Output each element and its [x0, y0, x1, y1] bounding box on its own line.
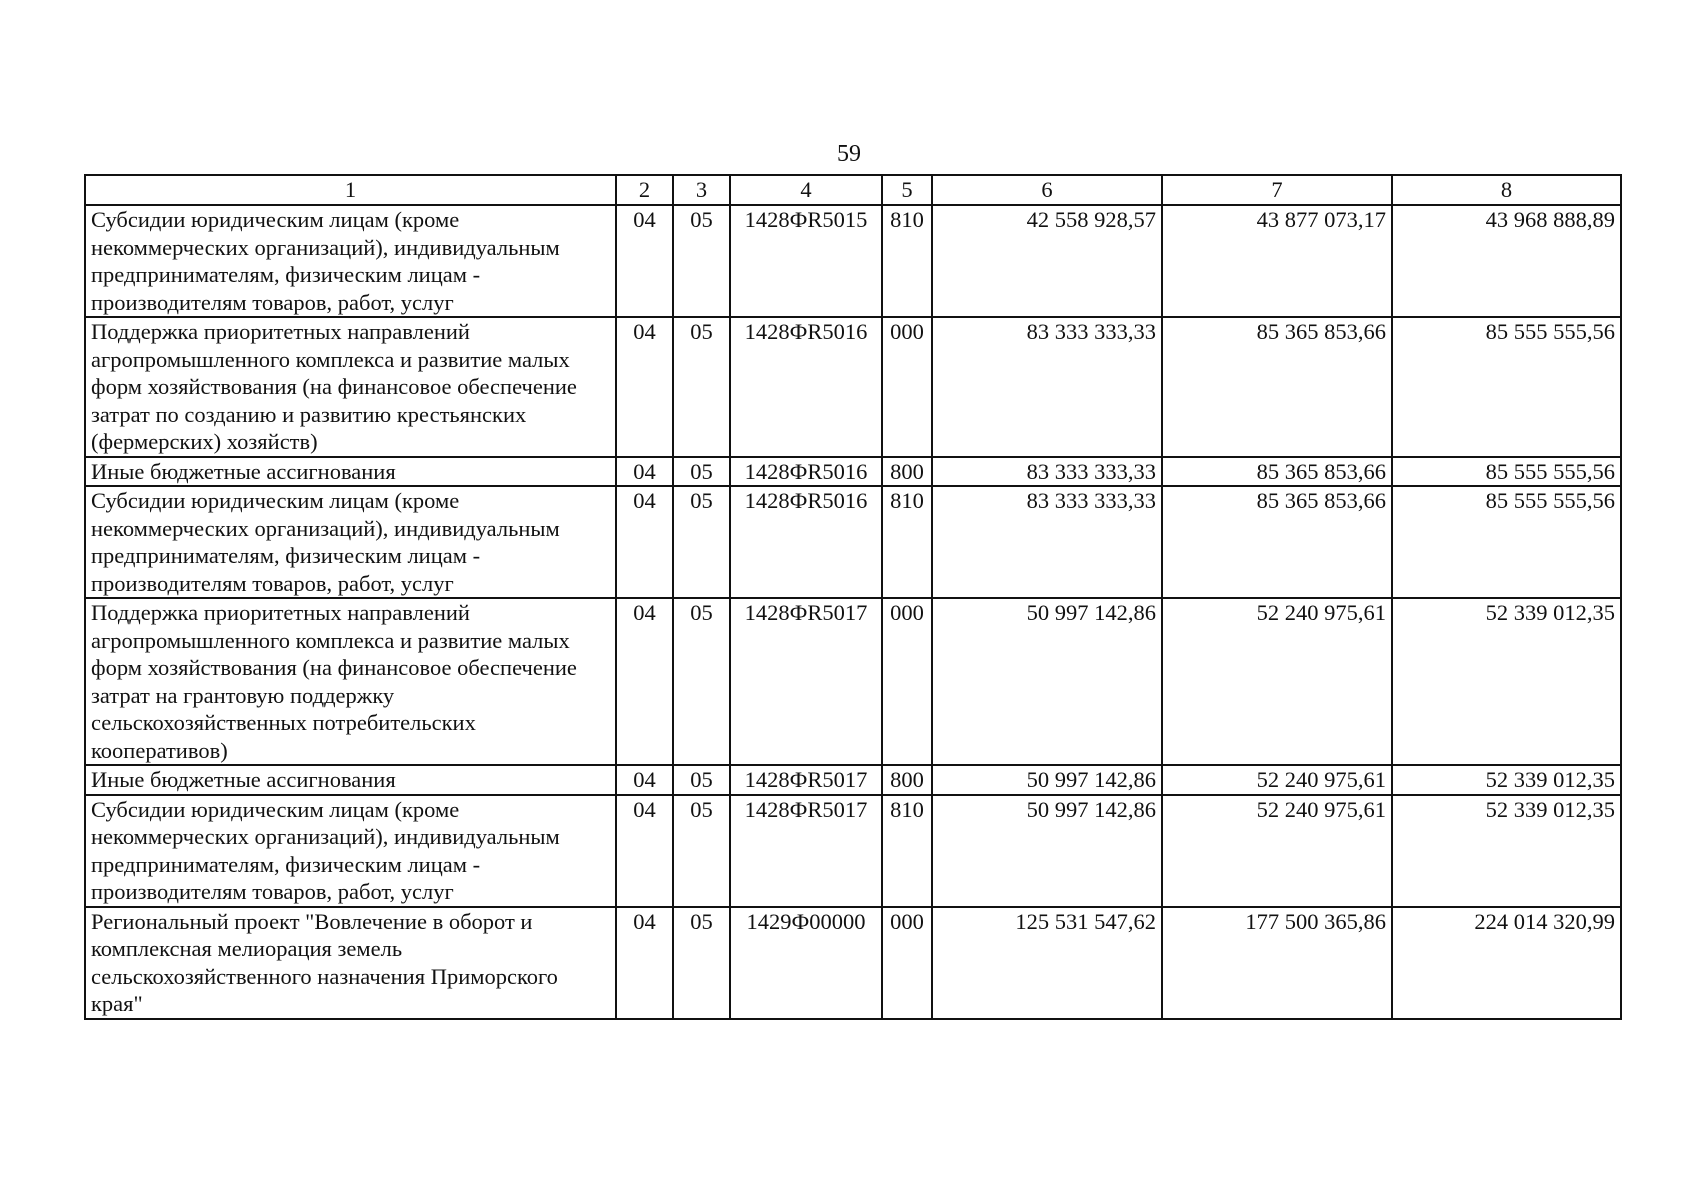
- column-header: 3: [673, 175, 730, 205]
- target-article-code: 1428ФR5017: [730, 765, 882, 795]
- subsection-code: 05: [673, 765, 730, 795]
- expense-type-code: 800: [882, 457, 932, 487]
- target-article-code: 1428ФR5016: [730, 486, 882, 598]
- section-code: 04: [616, 205, 673, 317]
- target-article-code: 1428ФR5016: [730, 457, 882, 487]
- amount-col-8: 224 014 320,99: [1392, 907, 1621, 1019]
- section-code: 04: [616, 598, 673, 765]
- amount-col-8: 52 339 012,35: [1392, 795, 1621, 907]
- row-name: Субсидии юридическим лицам (кроме некоммерческих организаций), индивидуальным предпринимателям, физическим лицам - производителям товаров, работ, услуг: [85, 795, 616, 907]
- target-article-code: 1428ФR5016: [730, 317, 882, 457]
- column-header: 4: [730, 175, 882, 205]
- amount-col-7: 43 877 073,17: [1162, 205, 1392, 317]
- column-header: 5: [882, 175, 932, 205]
- subsection-code: 05: [673, 598, 730, 765]
- column-header: 8: [1392, 175, 1621, 205]
- expense-type-code: 800: [882, 765, 932, 795]
- subsection-code: 05: [673, 907, 730, 1019]
- amount-col-6: 42 558 928,57: [932, 205, 1162, 317]
- amount-col-6: 50 997 142,86: [932, 598, 1162, 765]
- subsection-code: 05: [673, 457, 730, 487]
- row-name: Субсидии юридическим лицам (кроме некоммерческих организаций), индивидуальным предпринимателям, физическим лицам - производителям товаров, работ, услуг: [85, 205, 616, 317]
- expense-type-code: 000: [882, 907, 932, 1019]
- target-article-code: 1428ФR5015: [730, 205, 882, 317]
- target-article-code: 1428ФR5017: [730, 598, 882, 765]
- target-article-code: 1428ФR5017: [730, 795, 882, 907]
- section-code: 04: [616, 907, 673, 1019]
- table-row: [85, 598, 1621, 765]
- expense-type-code: 810: [882, 795, 932, 907]
- amount-col-6: 50 997 142,86: [932, 795, 1162, 907]
- section-code: 04: [616, 457, 673, 487]
- amount-col-7: 85 365 853,66: [1162, 317, 1392, 457]
- row-name: Иные бюджетные ассигнования: [85, 765, 616, 795]
- section-code: 04: [616, 486, 673, 598]
- section-code: 04: [616, 795, 673, 907]
- subsection-code: 05: [673, 486, 730, 598]
- amount-col-8: 85 555 555,56: [1392, 317, 1621, 457]
- row-name: Поддержка приоритетных направлений агропромышленного комплекса и развитие малых форм хозяйствования (на финансовое обеспечение затрат по созданию и развитию крестьянских (фермерских) хозяйств): [85, 317, 616, 457]
- column-header: 1: [85, 175, 616, 205]
- table-row: [85, 907, 1621, 1019]
- column-header: 6: [932, 175, 1162, 205]
- table-row: [85, 486, 1621, 598]
- amount-col-6: 83 333 333,33: [932, 457, 1162, 487]
- row-name: Региональный проект "Вовлечение в оборот и комплексная мелиорация земель сельскохозяйственного назначения Приморского края": [85, 907, 616, 1019]
- expense-type-code: 810: [882, 486, 932, 598]
- section-code: 04: [616, 317, 673, 457]
- column-header: 7: [1162, 175, 1392, 205]
- page-number: 59: [837, 141, 861, 167]
- amount-col-7: 52 240 975,61: [1162, 795, 1392, 907]
- subsection-code: 05: [673, 205, 730, 317]
- section-code: 04: [616, 765, 673, 795]
- target-article-code: 1429Ф00000: [730, 907, 882, 1019]
- column-header: 2: [616, 175, 673, 205]
- amount-col-6: 50 997 142,86: [932, 765, 1162, 795]
- table-row: [85, 205, 1621, 317]
- amount-col-7: 52 240 975,61: [1162, 765, 1392, 795]
- table-row: [85, 457, 1621, 487]
- header-row: [85, 175, 1621, 205]
- budget-table: [84, 174, 1622, 1020]
- amount-col-6: 125 531 547,62: [932, 907, 1162, 1019]
- amount-col-7: 85 365 853,66: [1162, 457, 1392, 487]
- expense-type-code: 810: [882, 205, 932, 317]
- amount-col-6: 83 333 333,33: [932, 486, 1162, 598]
- row-name: Иные бюджетные ассигнования: [85, 457, 616, 487]
- subsection-code: 05: [673, 795, 730, 907]
- expense-type-code: 000: [882, 317, 932, 457]
- amount-col-6: 83 333 333,33: [932, 317, 1162, 457]
- expense-type-code: 000: [882, 598, 932, 765]
- amount-col-8: 43 968 888,89: [1392, 205, 1621, 317]
- amount-col-7: 177 500 365,86: [1162, 907, 1392, 1019]
- amount-col-7: 85 365 853,66: [1162, 486, 1392, 598]
- amount-col-8: 52 339 012,35: [1392, 598, 1621, 765]
- amount-col-7: 52 240 975,61: [1162, 598, 1392, 765]
- amount-col-8: 52 339 012,35: [1392, 765, 1621, 795]
- row-name: Субсидии юридическим лицам (кроме некоммерческих организаций), индивидуальным предпринимателям, физическим лицам - производителям товаров, работ, услуг: [85, 486, 616, 598]
- table-row: [85, 795, 1621, 907]
- table-row: [85, 317, 1621, 457]
- amount-col-8: 85 555 555,56: [1392, 486, 1621, 598]
- subsection-code: 05: [673, 317, 730, 457]
- table-row: [85, 765, 1621, 795]
- row-name: Поддержка приоритетных направлений агропромышленного комплекса и развитие малых форм хозяйствования (на финансовое обеспечение затрат на грантовую поддержку сельскохозяйственных потребительских кооперативов): [85, 598, 616, 765]
- amount-col-8: 85 555 555,56: [1392, 457, 1621, 487]
